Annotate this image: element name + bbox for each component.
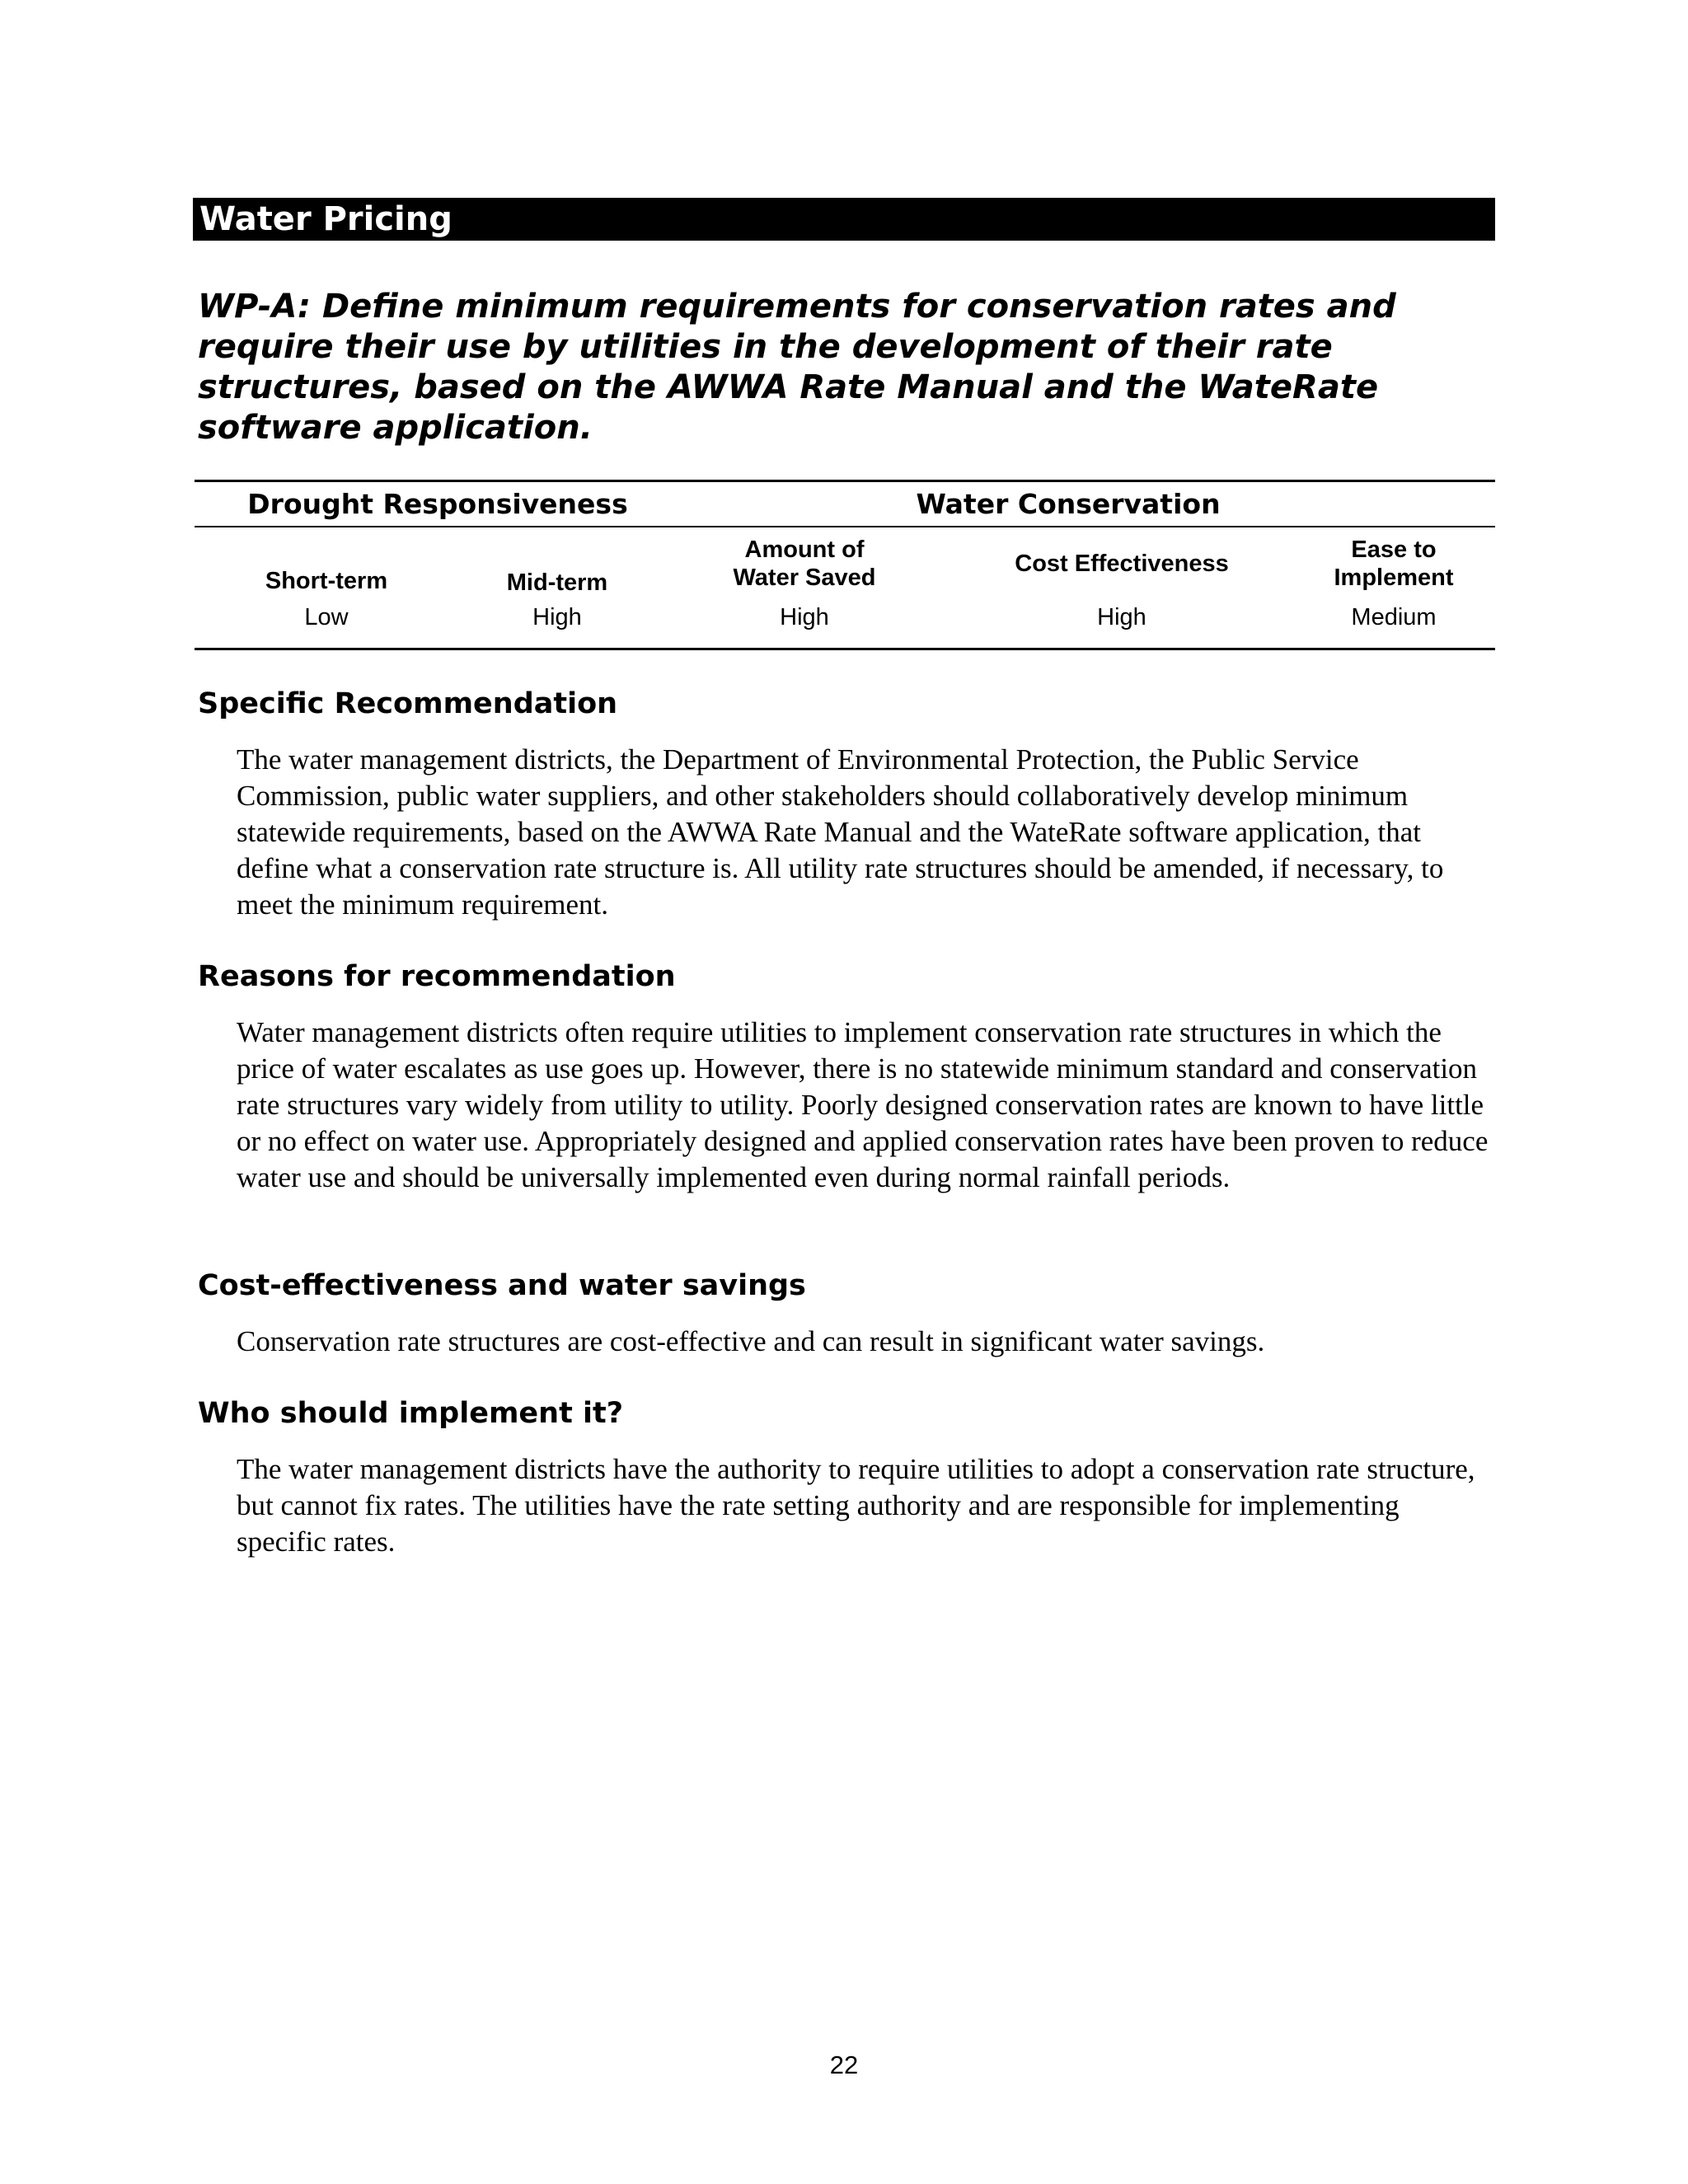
column-header-mid-term: Mid-term [506,569,608,596]
table-cell-ease: Medium [1351,604,1437,630]
table-cell-amount-saved: High [780,604,829,630]
heading-cost-effectiveness: Cost-effectiveness and water savings [198,1269,806,1302]
page-number: 22 [829,2050,859,2079]
group-header-drought: Drought Responsiveness [247,488,628,520]
heading-specific-recommendation: Specific Recommendation [198,687,618,720]
section-title-bar: Water Pricing [193,198,1495,241]
table-mid-rule [195,526,1495,527]
text-cost-effectiveness: Conservation rate structures are cost-effective and can result in significant water savings. [237,1325,1265,1357]
recommendation-title: WP-A: Define minimum requirements for conservation rates and require their use by utilities in the development of their rate structures, based on the AWWA Rate Manual and the WateRate software application. [198,288,1396,447]
table-top-rule [195,480,1495,482]
heading-who-implements: Who should implement it? [198,1397,624,1430]
table-cell-cost-effectiveness: High [1097,604,1146,630]
text-specific-recommendation: The water management districts, the Department of Environmental Protection, the Public Service Commission, public water suppliers, and other stakeholders should collaboratively develop minimum statewide requirements, based on the AWWA Rate Manual and the WateRate software application, that define what a conservation rate structure is. All utility rate structures should be amended, if necessary, to meet the minimum requirement. [237,743,1444,921]
text-who-implements: The water management districts have the authority to require utilities to adopt a conservation rate structure, but cannot fix rates. The utilities have the rate setting authority and are responsible for implementing specific rates. [237,1453,1475,1558]
column-header-ease: Ease to Implement [1334,537,1454,591]
table-cell-mid-term: High [532,604,582,630]
table-bottom-rule [195,648,1495,650]
column-header-cost-effectiveness: Cost Effectiveness [1015,551,1229,577]
rating-table [195,480,1495,651]
text-reasons: Water management districts often require utilities to implement conservation rate structures in which the price of water escalates as use goes up. However, there is no statewide minimum standard and conservation rate structures vary widely from utility to utility. Poorly designed conservation rates are known to have little or no effect on water use. Appropriately designed and applied conservation rates have been proven to reduce water use and should be universally implemented even during normal rainfall periods. [237,1016,1489,1193]
heading-reasons: Reasons for recommendation [198,960,676,993]
group-header-conservation: Water Conservation [916,488,1221,520]
column-header-amount-saved: Amount of Water Saved [733,537,876,591]
table-cell-short-term: Low [304,604,349,630]
column-header-short-term: Short-term [265,568,388,594]
